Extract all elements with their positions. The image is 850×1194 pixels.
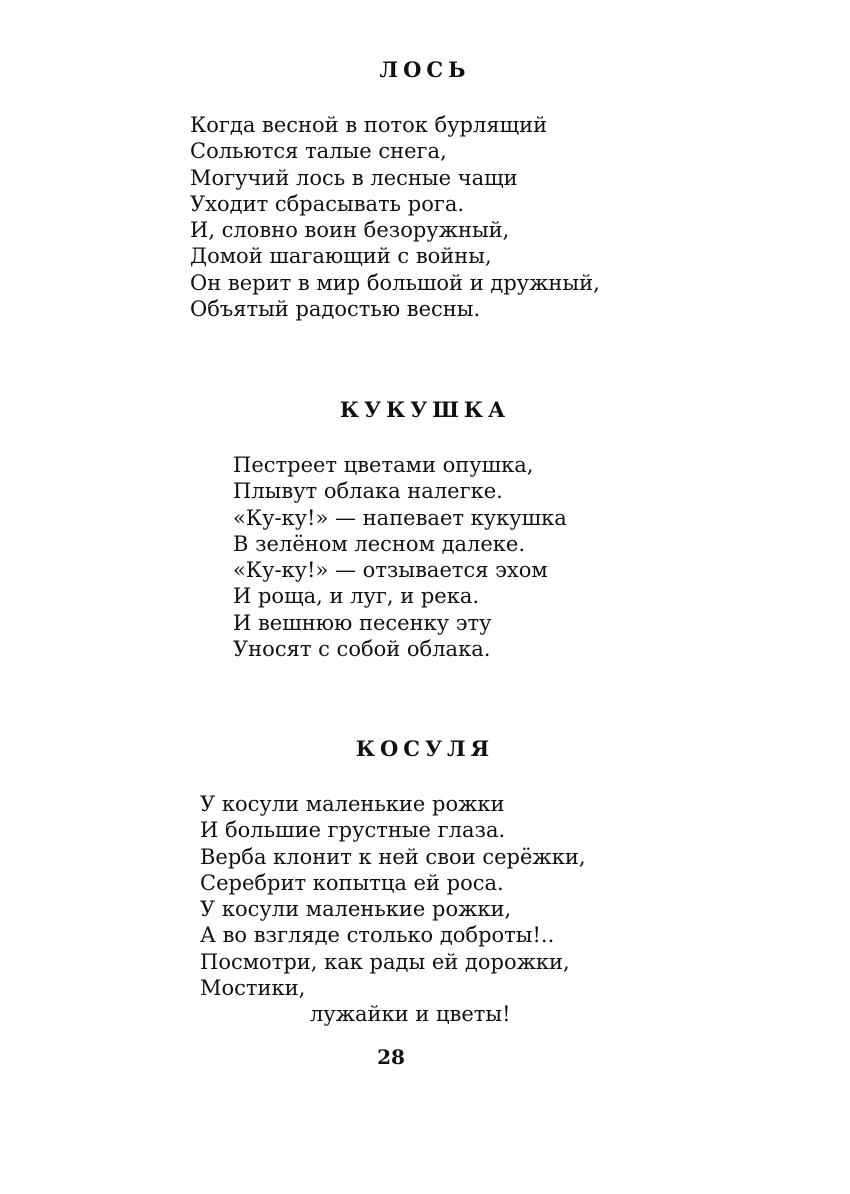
poem-line: В зелёном лесном далеке. (233, 531, 526, 556)
poem-line: «Ку-ку!» — напевает кукушка (233, 505, 567, 530)
poem-line: Сольются талые снега, (190, 139, 447, 164)
poem-line: Мостики, (200, 976, 306, 1001)
poem-line: И, словно воин безоружный, (190, 218, 510, 243)
poem-line: У косули маленькие рожки, (200, 897, 512, 922)
poem-line: Объятый радостью весны. (190, 297, 481, 322)
poem-title-kukushka: КУКУШКА (339, 397, 511, 422)
poem-line: Плывут облака налегке. (233, 479, 503, 504)
poem-line: Уносят с собой облака. (233, 637, 491, 662)
poem-line: Серебрит копытца ей роса. (200, 870, 504, 895)
poem-line: А во взгляде столько доброты!.. (200, 923, 555, 948)
poem-line: Могучий лось в лесные чащи (190, 165, 518, 190)
poem-title-kosulya: КОСУЛЯ (355, 736, 495, 761)
poem-kukushka (233, 452, 567, 662)
poem-los (190, 112, 600, 322)
poem-line: Пестреет цветами опушка, (233, 453, 534, 477)
poem-line: И большие грустные глаза. (200, 818, 506, 843)
poem-line: Посмотри, как рады ей дорожки, (200, 949, 570, 974)
poem-line: лужайки и цветы! (310, 1002, 511, 1027)
poem-line: И вешнюю песенку эту (233, 610, 492, 635)
page-number: 28 (377, 1045, 405, 1069)
poem-line: Когда весной в поток бурлящий (190, 113, 548, 137)
poem-line: Уходит сбрасывать рога. (190, 191, 465, 216)
poem-line: Верба клонит к ней свои серёжки, (200, 844, 586, 869)
poem-line: У косули маленькие рожки (200, 792, 505, 816)
poem-line: И роща, и луг, и река. (233, 584, 480, 609)
poem-line: «Ку-ку!» — отзывается эхом (233, 558, 548, 583)
poem-title-los: ЛОСЬ (379, 57, 471, 82)
poem-line: Он верит в мир большой и дружный, (190, 270, 600, 295)
poem-line: Домой шагающий с войны, (190, 244, 492, 269)
poem-kosulya (200, 791, 586, 1028)
